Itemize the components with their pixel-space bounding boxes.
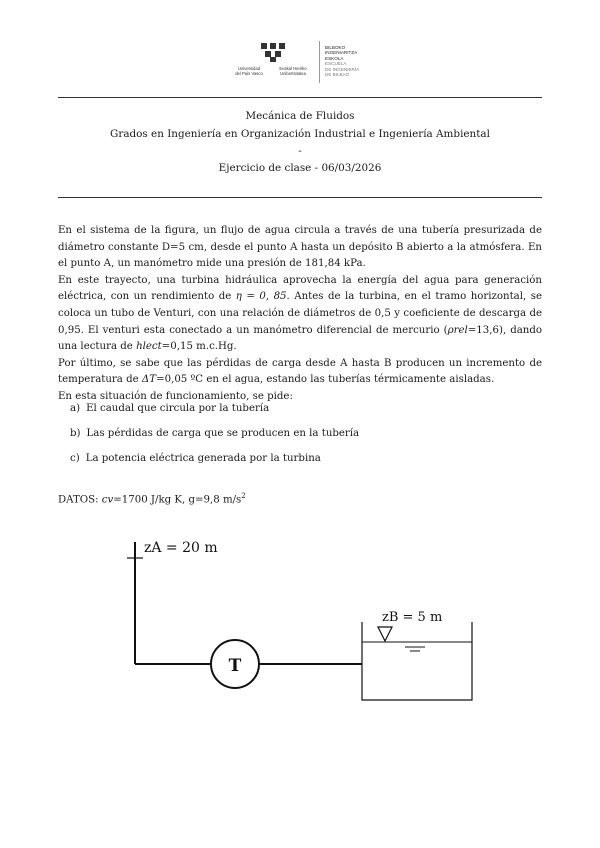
free-surface-triangle-icon [378,627,392,641]
system-diagram [120,530,480,710]
exercise-line: Ejercicio de clase - 06/03/2026 [218,162,382,174]
problem-statement [58,223,542,406]
logo-caption-es: Universidad del País Vasco [235,66,263,76]
problem-paragraph-1: En el sistema de la figura, un flujo de agua circula a través de una tubería presurizada de diámetro constante D=5 cm, desde el punto A hasta un depósito B abierto a la atmósfera. En el punto A, un manómetro mide una presión de 181,84 kPa. [58,225,542,270]
question-c: c) La potencia eléctrica generada por la turbina [70,453,321,464]
logo-caption-eu: Euskal Herriko Unibertsitatea [279,66,307,76]
question-b: b) Las pérdidas de carga que se producen en la tubería [70,428,360,439]
header-dash: - [298,145,302,157]
tank-b [362,622,472,700]
problem-paragraph-2: En este trayecto, una turbina hidráulica aprovecha la energía del agua para generación eléctrica, con un rendimiento de η = 0, 85. Antes de la turbina, en el tramo horizontal, se coloca un tubo de Venturi, con una relación de diámetros de 0,5 y coeficiente de descarga de 0,95. El venturi esta conectado a un manómetro diferencial de mercurio (ρrel=13,6), dando una lectura de hlect=0,15 m.c.Hg. [58,274,543,353]
header-rule-top [58,97,542,98]
problem-paragraph-3: Por último, se sabe que las pérdidas de carga desde A hasta B producen un incremento de temperatura de ΔT=0,05 ºC en el agua, estando las tuberías térmicamente aisladas. [58,357,542,386]
logo-divider [319,41,320,83]
question-a: a) El caudal que circula por la tubería [70,403,270,414]
problem-paragraph-4: En esta situación de funcionamiento, se pide: [58,390,293,402]
datos-line: DATOS: cv=1700 J/kg K, g=9,8 $m/s^2$ [58,492,246,506]
subject-title: Mecánica de Fluidos [245,110,355,122]
header-rule-bottom [58,197,542,198]
school-logo-text: BILBOKO INGENIARITZA ESKOLA ESCUELA DE INGENIERÍA DE BILBAO [325,45,360,78]
turbine-label: T [228,656,242,676]
university-logo [229,37,377,87]
zb-label: zB = 5 m [382,610,443,625]
upv-ehu-emblem-icon [259,41,287,63]
upv-ehu-logo [229,37,315,87]
degrees-line: Grados en Ingeniería en Organización Industrial e Ingeniería Ambiental [110,128,490,140]
za-label: zA = 20 m [144,540,218,556]
